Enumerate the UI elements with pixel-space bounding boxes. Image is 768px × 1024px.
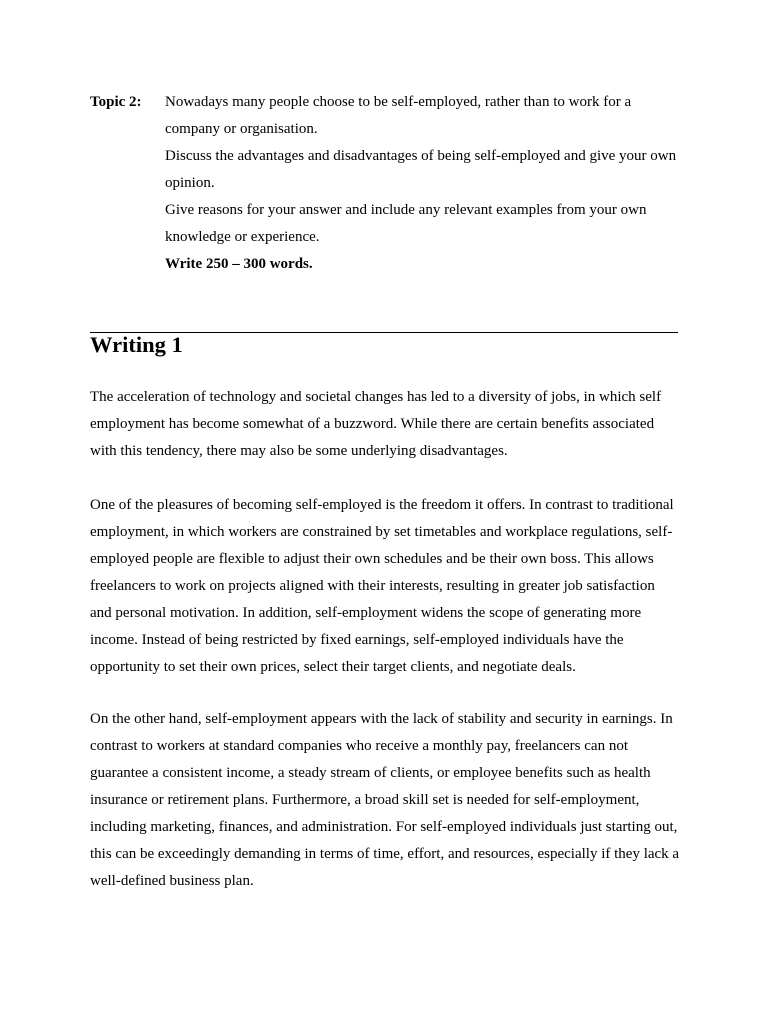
topic-line: Give reasons for your answer and include any relevant examples from your own knowledge or experience. — [165, 202, 647, 245]
section-title: Writing 1 — [90, 332, 183, 357]
essay-paragraph: One of the pleasures of becoming self-employed is the freedom it offers. In contrast to traditional employment, in which workers are constrained by set timetables and workplace regulations, self-employed people are flexible to adjust their own schedules and be their own boss. This allows freelancers to work on projects aligned with their interests, resulting in greater job satisfaction and personal motivation. In addition, self-employment widens the scope of generating more income. Instead of being restricted by fixed earnings, self-employed individuals have the opportunity to set their own prices, select their target clients, and negotiate deals. — [90, 497, 674, 675]
topic-label: Topic 2: — [90, 94, 142, 110]
topic-line: Discuss the advantages and disadvantages of being self-employed and give your own opinion. — [165, 148, 677, 191]
essay-paragraph: On the other hand, self-employment appears with the lack of stability and security in earnings. In contrast to workers at standard companies who receive a monthly pay, freelancers can not guarantee a consistent income, a steady stream of clients, or employee benefits such as health insurance or retirement plans. Furthermore, a broad skill set is needed for self-employment, including marketing, finances, and administration. For self-employed individuals just starting out, this can be exceedingly demanding in terms of time, effort, and resources, especially if they lack a well-defined business plan. — [90, 711, 680, 889]
essay-paragraph: The acceleration of technology and societal changes has led to a diversity of jobs, in which self employment has become somewhat of a buzzword. While there are certain benefits associated with this tendency, there may also be some underlying disadvantages. — [90, 389, 662, 459]
topic-line: Nowadays many people choose to be self-employed, rather than to work for a company or organisation. — [165, 94, 632, 137]
topic-prompt — [165, 89, 685, 278]
topic-word-count: Write 250 – 300 words. — [165, 256, 313, 272]
